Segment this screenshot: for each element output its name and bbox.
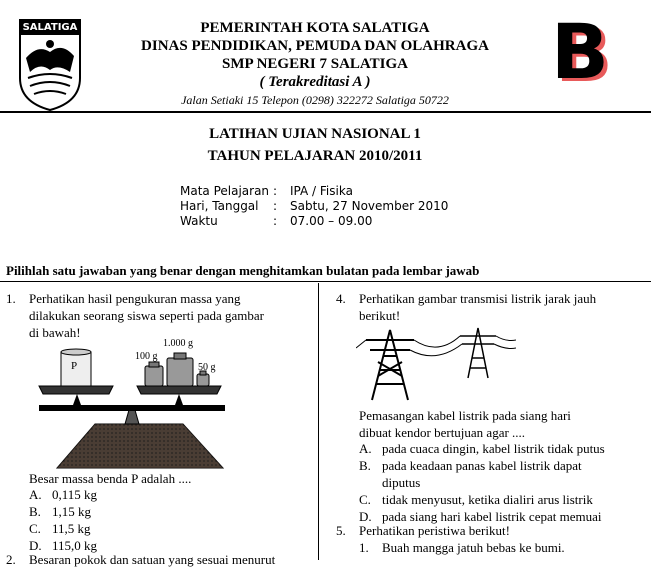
q1-stem: Besar massa benda P adalah ....	[29, 471, 192, 486]
q1-options	[29, 486, 97, 554]
header-line3: SMP NEGERI 7 SALATIGA	[221, 56, 408, 72]
option-letter: C.	[29, 521, 41, 536]
option[interactable]	[359, 440, 605, 457]
q1-text-line: di bawah!	[29, 325, 81, 340]
instruction: Pilihlah satu jawaban yang benar dengan menghitamkan bulatan pada lembar jawab	[6, 263, 480, 278]
object-p-label: P	[71, 360, 78, 372]
q5-item-number: 1.	[359, 540, 369, 555]
school-logo	[18, 18, 82, 112]
option[interactable]	[29, 486, 97, 503]
option-text: 1,15 kg	[52, 504, 91, 519]
header-line4: ( Terakreditasi A )	[259, 74, 371, 90]
q5-item-text: Buah mangga jatuh bebas ke bumi.	[382, 540, 565, 555]
q1-text-line: Perhatikan hasil pengukuran massa yang	[29, 291, 241, 306]
weight-50g-label: 50 g	[198, 362, 216, 373]
logo-text: SALATIGA	[22, 22, 78, 33]
info-table	[180, 184, 448, 229]
info-label: Waktu	[180, 214, 218, 228]
q4-stem	[359, 407, 571, 441]
q2-text: Besaran pokok dan satuan yang sesuai menurut	[29, 552, 276, 567]
option-text: pada siang hari kabel listrik cepat memuai	[382, 509, 602, 524]
weight-100g-label: 100 g	[135, 351, 158, 362]
header-address: Jalan Setiaki 15 Telepon (0298) 322272 Salatiga 50722	[181, 93, 449, 107]
q5-item	[359, 539, 565, 556]
option-text: diputus	[382, 475, 421, 490]
instruction-divider	[0, 281, 651, 282]
option-text: tidak menyusut, ketika dialiri arus listrik	[382, 492, 593, 507]
header-line1: PEMERINTAH KOTA SALATIGA	[200, 20, 430, 36]
q4-options	[359, 440, 605, 525]
info-label: Mata Pelajaran	[180, 184, 270, 198]
option-text: pada cuaca dingin, kabel listrik tidak putus	[382, 441, 605, 456]
q1-text	[29, 290, 264, 341]
column-divider	[318, 283, 319, 560]
info-value: IPA / Fisika	[290, 184, 353, 198]
option-text: 11,5 kg	[52, 521, 91, 536]
info-sep: :	[273, 199, 278, 213]
option-text: 115,0 kg	[52, 538, 98, 553]
info-label: Hari, Tanggal	[180, 199, 259, 213]
q4-stem-line: dibuat kendor bertujuan agar ....	[359, 425, 526, 440]
exam-title: LATIHAN UJIAN NASIONAL 1	[209, 126, 421, 142]
option-letter: B.	[359, 458, 371, 473]
info-sep: :	[273, 214, 278, 228]
option-text: pada keadaan panas kabel listrik dapat	[382, 458, 582, 473]
exam-year: TAHUN PELAJARAN 2010/2011	[207, 148, 423, 164]
info-value: 07.00 – 09.00	[290, 214, 373, 228]
q4-text	[359, 290, 596, 324]
q1-number: 1.	[6, 291, 16, 306]
option[interactable]	[359, 491, 605, 508]
info-sep: :	[273, 184, 278, 198]
transmission-figure	[356, 322, 516, 402]
info-value: Sabtu, 27 November 2010	[290, 199, 449, 213]
q4-number: 4.	[336, 291, 346, 306]
option-letter: C.	[359, 492, 371, 507]
weight-1000g-label: 1.000 g	[163, 338, 193, 349]
q4-stem-line: Pemasangan kabel listrik pada siang hari	[359, 408, 571, 423]
q5-number: 5.	[336, 523, 346, 538]
option-letter: D.	[29, 538, 42, 553]
header-divider	[0, 111, 651, 113]
option-letter: A.	[29, 487, 42, 502]
option[interactable]	[359, 457, 605, 474]
option-continuation	[359, 474, 605, 491]
header-line2: DINAS PENDIDIKAN, PEMUDA DAN OLAHRAGA	[141, 38, 489, 54]
q4-text-line: berikut!	[359, 308, 401, 323]
option-letter: A.	[359, 441, 372, 456]
option-letter: B.	[29, 504, 41, 519]
q4-text-line: Perhatikan gambar transmisi listrik jarak jauh	[359, 291, 597, 306]
option-letter: D.	[359, 509, 372, 524]
exam-version-badge: B	[551, 7, 609, 96]
q2-number: 2.	[6, 552, 16, 567]
q5-text: Perhatikan peristiwa berikut!	[359, 523, 510, 538]
q1-text-line: dilakukan seorang siswa seperti pada gambar	[29, 308, 265, 323]
option[interactable]	[29, 503, 97, 520]
balance-figure	[35, 340, 235, 470]
option[interactable]	[29, 520, 97, 537]
option-text: 0,115 kg	[52, 487, 98, 502]
